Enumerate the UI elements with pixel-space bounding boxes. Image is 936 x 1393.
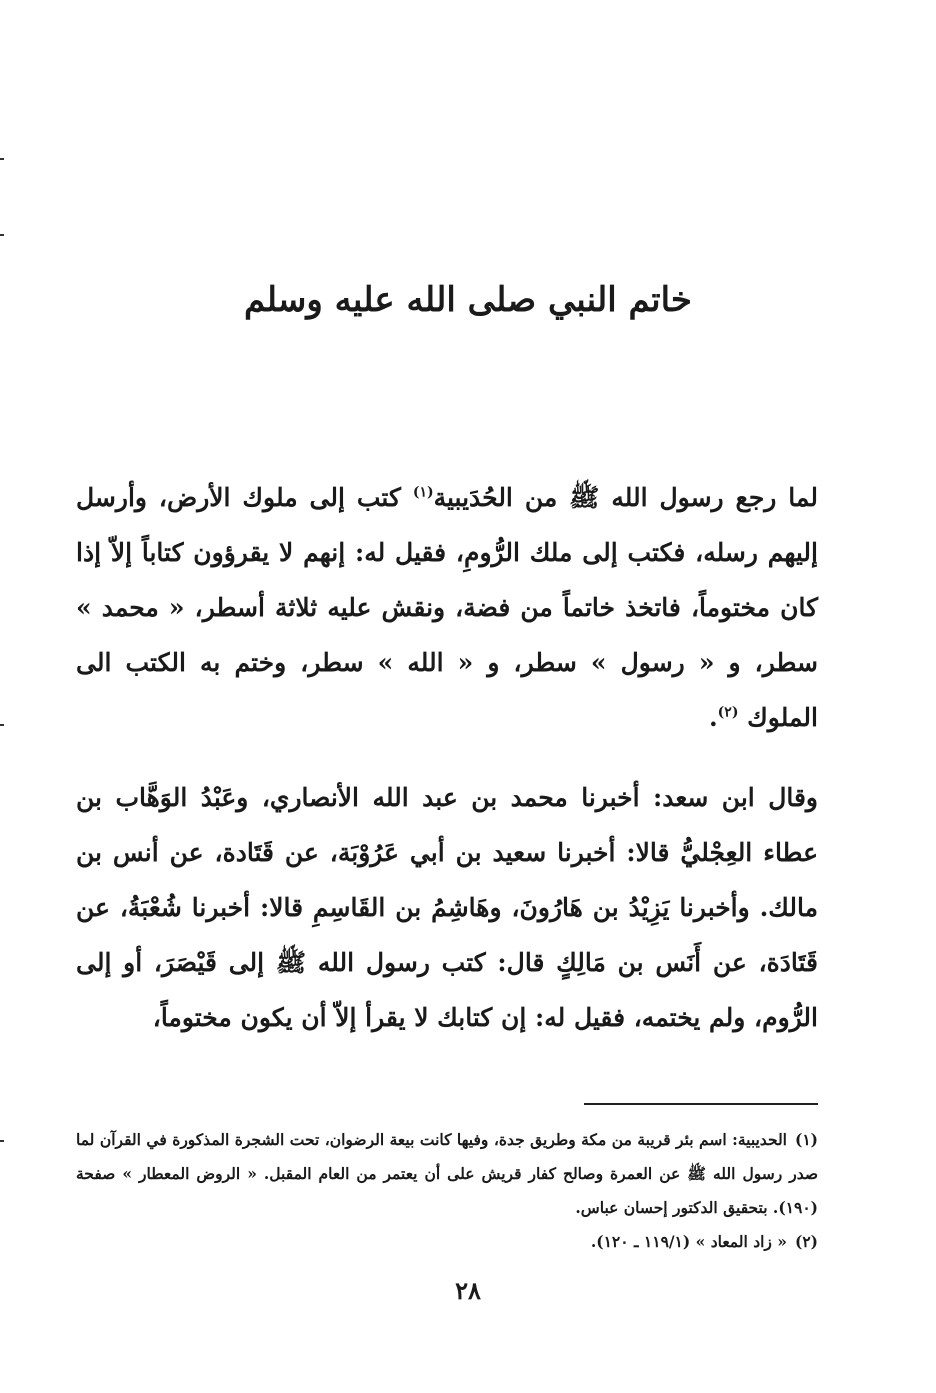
paragraph-1-text-continued: كتب إلى ملوك الأرض، وأرسل إليهم رسله، فكتب إلى ملك الرُّومِ، فقيل له: إنهم لا يقرؤون كتاباً إلاّ إذا كان مختوماً، فاتخذ خاتماً من فضة، ونقش عليه ثلاثة أسطر، « محمد » سطر، و « رسول » سطر، و « الله » سطر، وختم به الكتب الى الملوك	[76, 483, 818, 732]
margin-mark	[0, 234, 4, 236]
footnote-divider	[584, 1103, 818, 1105]
footnote-1	[76, 1123, 818, 1225]
page-title: خاتم النبي صلى الله عليه وسلم	[244, 280, 692, 320]
footnote-1-number: (١)	[794, 1130, 818, 1149]
footnote-1-text: الحديبية: اسم بئر قريبة من مكة وطريق جدة، وفيها كانت بيعة الرضوان، تحت الشجرة المذكورة في القرآن لما صدر رسول الله ﷺ عن العمرة وصالح كفار قريش على أن يعتمر من العام المقبل. « الروض المعطار » صفحة (١٩٠). بتحقيق الدكتور إحسان عباس.	[76, 1130, 818, 1217]
footnote-2-number: (٢)	[794, 1232, 818, 1251]
footnote-ref-1[interactable]: (١)	[412, 484, 434, 501]
paragraph-1	[76, 470, 818, 745]
margin-mark	[0, 158, 4, 160]
footnote-ref-2[interactable]: (٢)	[717, 704, 739, 721]
footnote-2	[76, 1225, 818, 1259]
margin-mark	[0, 1140, 4, 1142]
page-number: ٢٨	[455, 1276, 481, 1305]
paragraph-1-end: .	[708, 703, 718, 732]
margin-mark	[0, 724, 4, 726]
paragraph-1-text: لما رجع رسول الله ﷺ من الحُدَيبية	[433, 483, 818, 512]
footnote-2-text: « زاد المعاد » (١١٩/١ ـ ١٢٠).	[590, 1232, 787, 1251]
footnotes	[76, 1123, 818, 1259]
paragraph-2: وقال ابن سعد: أخبرنا محمد بن عبد الله الأنصاري، وعَبْدُ الوَهَّاب بن عطاء العِجْليُّ قالا: أخبرنا سعيد بن أبي عَرُوْبَة، عن قَتَادة، عن أنس بن مالك. وأخبرنا يَزِيْدُ بن هَارُونَ، وهَاشِمُ بن القَاسِمِ قالا: أخبرنا شُعْبَةُ، عن قَتَادَة، عن أَنَس بن مَالِكٍ قال: كتب رسول الله ﷺ إلى قَيْصَرَ، أو إلى الرُّوم، ولم يختمه، فقيل له: إن كتابك لا يقرأ إلاّ أن يكون مختوماً،	[76, 783, 818, 1032]
